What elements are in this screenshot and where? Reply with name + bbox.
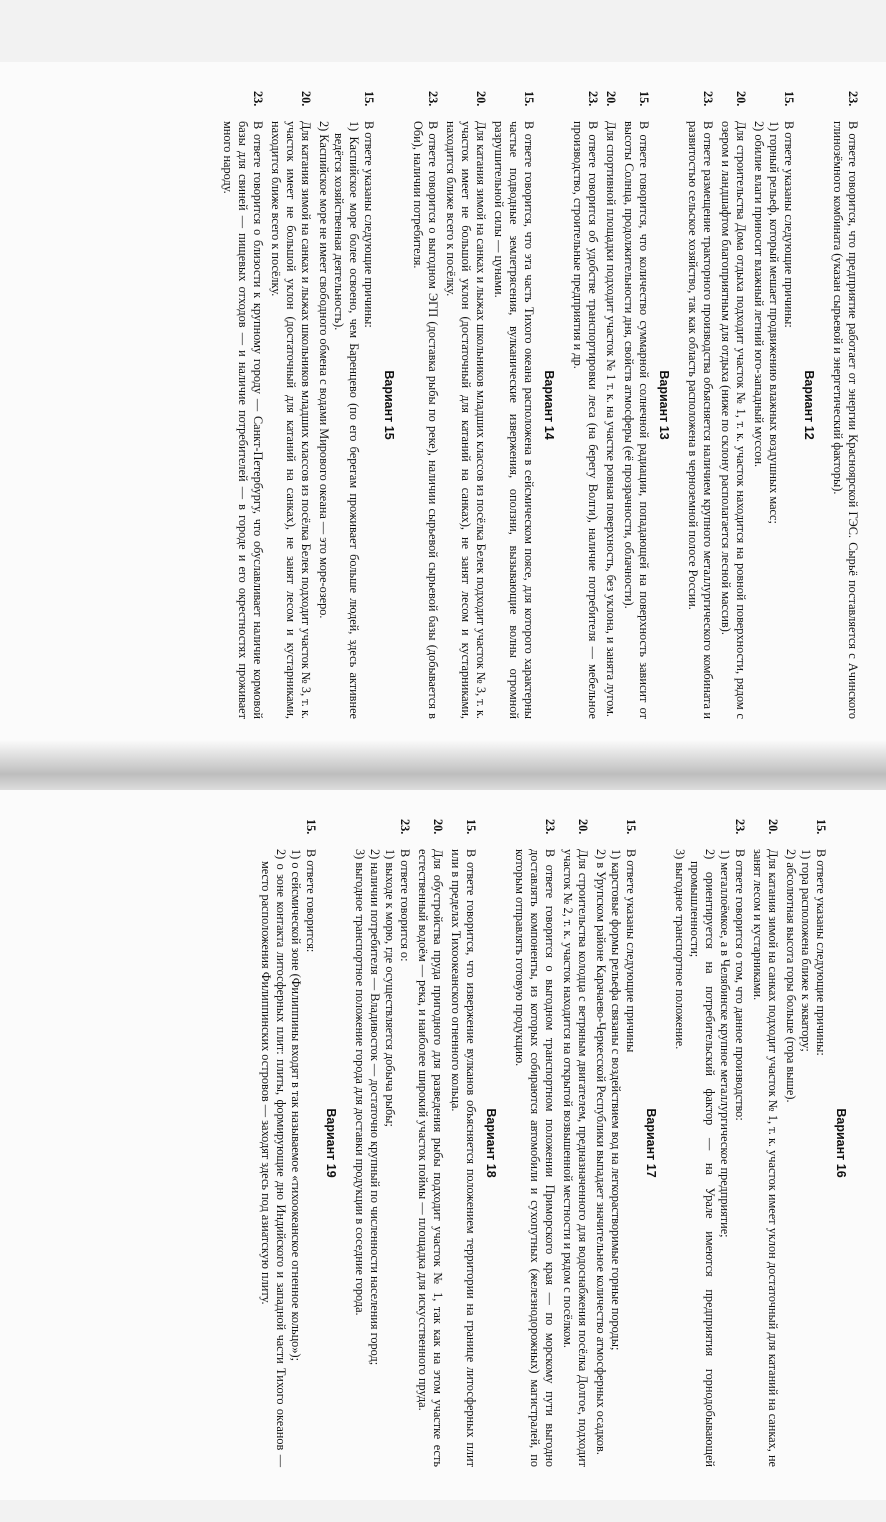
answer-item: 2) Каспийское море не имеет свободного обмена с водами Мирового океана — это море-озеро.	[317, 121, 331, 619]
answer-number: 15.	[464, 819, 478, 835]
answer-entry	[491, 91, 536, 719]
answer-item: 1) о сейсмической зоне (Филиппины входят в так называемое «тихоокеанское огненное кольцо»);	[289, 849, 303, 1361]
answer-text: В ответе говорится, что извержение вулканов объясняется положением территории на границе литосферных плит или в пределах Тихоокеанского огненного кольца.	[449, 849, 478, 1467]
answer-item: 1) Каспийское море более освоено, чем Баренцево (по его берегам проживает больше людей, здесь активнее ведётся хозяйственная деятельность).	[332, 121, 361, 719]
answer-text	[783, 849, 828, 1467]
answer-item: 1) выходе к морю, где осуществляется добыча рыбы;	[383, 849, 397, 1127]
answer-item: 2) в Урупском районе Карачаево-Черкесской Республики выпадает значительное количество атмосферных осадков.	[594, 849, 608, 1455]
variant-heading: Вариант 19	[324, 1108, 338, 1178]
answer-entry	[685, 91, 715, 719]
answer-number: 15.	[814, 819, 828, 835]
answer-number: 23.	[733, 819, 747, 835]
answer-number: 23.	[398, 819, 412, 835]
answer-entry	[718, 91, 748, 719]
answer-number: 23.	[543, 819, 557, 835]
answer-number: 20.	[576, 819, 590, 835]
answer-number: 15.	[637, 91, 651, 107]
answer-item: 2) наличии потребителя — Владивосток — достаточно крупный по численности населения город;	[368, 849, 382, 1366]
answer-item: 1) металлоёмкое, а в Челябинске крупное металлургическое предприятие;	[718, 849, 732, 1238]
answer-number: 23.	[586, 91, 600, 107]
variant-heading: Вариант 15	[382, 370, 396, 440]
answer-number: 15.	[782, 91, 796, 107]
answer-entry	[448, 819, 478, 1467]
rotated-text-block	[14, 77, 872, 737]
answer-number: 15.	[624, 819, 638, 835]
answer-item: 1) горный рельеф, который мешает продвижению влажных воздушных масс;	[767, 121, 781, 524]
answer-text	[593, 849, 638, 1467]
answer-text: В ответе говорится о выгодном транспортном положении Приморского края — по морскому пути выгодно доставлять компоненты, из которых собираются автомобили и сухопутных (железнодорожных) магистралей, по которым отправлять готовую продукцию.	[513, 849, 557, 1467]
answer-item: 3) выгодное транспортное положение.	[673, 849, 687, 1050]
answer-entry	[672, 819, 747, 1467]
answer-entry	[593, 819, 638, 1467]
answer-lead: В ответе указаны следующие причины:	[362, 121, 376, 328]
answer-text: Для строительства Дома отдыха подходит участок № 1, т. к. участок находится на ровной поверхности, рядом с озером и ландшафтом благоприятным для отдыха (ниже по склону располагается лесной массив).	[719, 121, 748, 719]
variant-heading: Вариант 14	[542, 370, 556, 440]
answer-text: В ответе говорится, что количество суммарной солнечной радиации, попадающей на поверхность зависит от высоты Солнца, продолжительности дня, свойств атмосферы (её прозрачности, облачности).	[622, 121, 651, 719]
answer-number: 15.	[362, 91, 376, 107]
answer-entry	[316, 91, 376, 719]
answer-item: 2) абсолютная высота горы больше (гора выше).	[784, 849, 798, 1103]
answer-number: 23.	[251, 91, 265, 107]
answers-column	[14, 77, 872, 737]
variant-heading: Вариант 16	[834, 1108, 848, 1178]
answer-number: 23.	[846, 91, 860, 107]
answer-text: В ответе говорится, что предприятие работает от энергии Красноярской ГЭС. Сырьё поставляется с Ачинского глинозёмного комбината (указан сырьевой и энергетический факторы).	[831, 121, 860, 719]
answer-item: 2) обилие влаги приносит влажный летний юго-западный муссон.	[752, 121, 766, 468]
answer-item: 1) гора расположена ближе к экватору;	[799, 849, 813, 1052]
answer-text: Для обустройства пруда пригодного для разведения рыбы подходит участок № 1, так как на этом участке есть естественный водоём — река, и наиболее широкий участок поймы — площадка для искусственного пруда.	[416, 849, 445, 1467]
answer-entry	[560, 819, 590, 1467]
answer-text: В ответе говорится, что эта часть Тихого океана расположена в сейсмическом поясе, для которого характерны частые подводные землетрясения, вулканические извержения, оползни, вызывающие волны огромной разрушительной силы — цунами.	[492, 121, 536, 719]
answer-entry	[410, 91, 440, 719]
answer-entry	[512, 819, 557, 1467]
answer-text: Для катания зимой на санках подходит участок № 1, т. к. участок имеет уклон достаточный для катаний на санках, не занят лесом и кустарниками.	[751, 849, 780, 1467]
answer-entry	[621, 91, 651, 719]
answer-item: 3) выгодное транспортное положение города для доставки продукции в соседние города.	[353, 849, 367, 1316]
answer-entry	[415, 819, 445, 1467]
answer-entry	[603, 91, 618, 719]
answers-column	[14, 805, 872, 1485]
answer-number: 15.	[522, 91, 536, 107]
answer-entry	[220, 91, 265, 719]
answer-entry	[268, 91, 313, 719]
answer-text	[672, 849, 747, 1467]
answer-text: Для спортивной площадки подходит участок № 1 т. к. на участке ровная поверхность, без уклона, и занята лугом.	[604, 121, 618, 717]
answer-text: В ответе говорится о близости к крупному городу — Санкт-Петербургу, что обуславливает наличие кормовой базы для свиней — пищевых отходов — и наличие потребителей — в городе и его окрестностях проживает много народу.	[221, 121, 265, 719]
answer-text	[352, 849, 412, 1467]
answer-text	[258, 849, 318, 1467]
answer-item: 2) ориентируется на потребительский фактор — на Урале имеются предприятия горнодобывающей промышленности;	[688, 849, 717, 1467]
answer-text: Для катания зимой на санках и лыжах школьников младших классов из посёлка Белек подходит участок № 3, т. к. участок имеет не большой уклон (достаточный для катаний на санках), не занят лесом и кустарниками, находится ближе всего к посёлку.	[444, 121, 488, 719]
answer-number: 20.	[604, 91, 618, 107]
answer-lead: В ответе говорится о:	[398, 849, 412, 962]
answer-entry	[751, 91, 796, 719]
answer-item: 1) карстовые формы рельефа связаны с воздействием вод на легкорастворимые горные породы;	[609, 849, 623, 1351]
answer-lead: В ответе указаны следующие причины:	[814, 849, 828, 1056]
variant-heading: Вариант 12	[802, 370, 816, 440]
variant-heading: Вариант 18	[484, 1108, 498, 1178]
answer-text: В ответе размещение тракторного производства объясняется наличием крупного металлургического комбината и развитостью сельское хозяйство, так как область расположена в черноземной полосе России.	[686, 121, 715, 719]
answer-text: В ответе говорится о выгодном ЭГП (доставка рыбы по реке), наличии сырьевой сырьевой базы (добывается в Оби), наличии потребителя.	[411, 121, 440, 719]
variant-heading: Вариант 13	[657, 370, 671, 440]
answer-entry	[830, 91, 860, 719]
answer-text	[751, 121, 796, 719]
answer-entry	[783, 819, 828, 1467]
rotated-text-block	[14, 805, 872, 1485]
answer-text	[316, 121, 376, 719]
answer-text: В ответе говорится об удобстве транспортировки леса (на берегу Волги), наличие потребителя — мебельное производство, строительные предприятия и др.	[571, 121, 600, 719]
answer-number: 23.	[426, 91, 440, 107]
answer-text: Для строительства колодца с ветряным двигателем, предназначенного для водоснабжения посёлка Долгое, подходит участок № 2, т. к. участок находится на открытой возвышенной местности и рядом с посёлком.	[561, 849, 590, 1467]
answer-lead: В ответе указаны следующие причины:	[782, 121, 796, 328]
answer-number: 15.	[304, 819, 318, 835]
answer-number: 23.	[701, 91, 715, 107]
answer-entry	[570, 91, 600, 719]
answer-number: 20.	[299, 91, 313, 107]
answer-number: 20.	[431, 819, 445, 835]
answer-entry	[750, 819, 780, 1467]
page-top	[0, 62, 886, 752]
answer-number: 20.	[734, 91, 748, 107]
answer-text: Для катания зимой на санках и лыжах школьников младших классов из посёлка Белек подходит участок № 3, т. к. участок имеет не большой уклон (достаточный для катаний на санках), не занят лесом и кустарниками, находится ближе всего к посёлку.	[269, 121, 313, 719]
answer-lead: В ответе указаны следующие причины	[624, 849, 638, 1053]
answer-entry	[443, 91, 488, 719]
answer-entry	[258, 819, 318, 1467]
answer-lead: В ответе говорится о том, что данное производство:	[733, 849, 747, 1121]
answer-lead: В ответе говорится:	[304, 849, 318, 953]
answer-number: 20.	[766, 819, 780, 835]
answer-number: 20.	[474, 91, 488, 107]
page-bottom	[0, 790, 886, 1500]
variant-heading: Вариант 17	[644, 1108, 658, 1178]
answer-item: 2) о зоне контакта литосферных плит: плиты, формирующие дно Индийского и западной части Тихого океанов — место расположения Филиппинских островов — заходят здесь под азиатскую плиту.	[259, 849, 288, 1467]
answer-entry	[352, 819, 412, 1467]
